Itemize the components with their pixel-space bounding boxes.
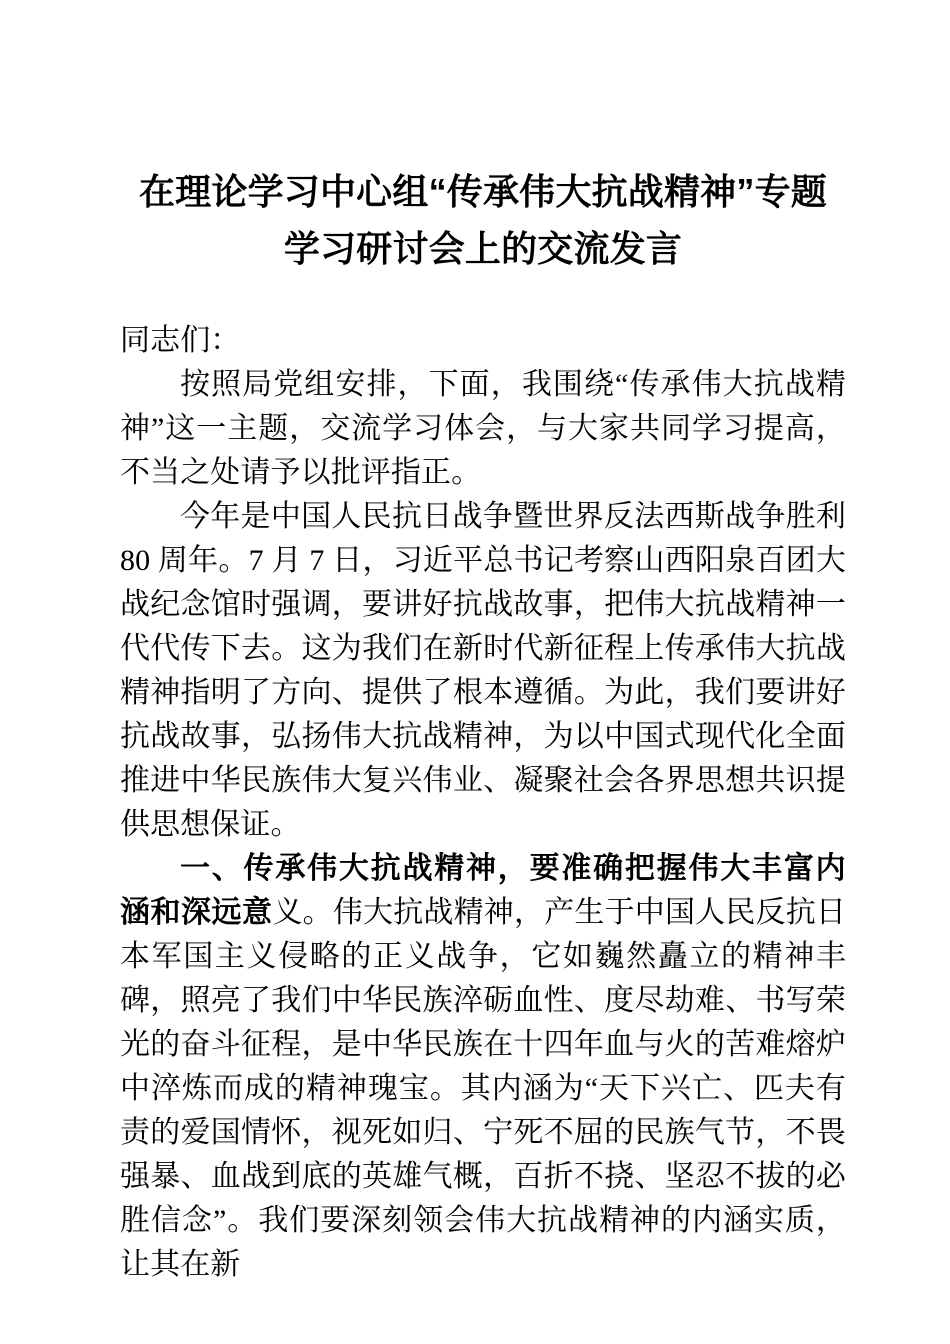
page-title	[120, 163, 846, 277]
section-one-paragraph	[120, 847, 846, 1287]
title-bottom-spacer	[120, 277, 846, 319]
salutation: 同志们：	[120, 324, 241, 357]
page-title-line-2: 学习研讨会上的交流发言	[283, 228, 683, 269]
paragraph-2: 今年是中国人民抗日战争暨世界反法西斯战争胜利 80 周年。7 月 7 日，习近平总书记考察山西阳泉百团大战纪念馆时强调，要讲好抗战故事，把伟大抗战精神一代代传下去。这为我们在新时代新征程上传承伟大抗战精神指明了方向、提供了根本遵循。为此，我们要讲好抗战故事，弘扬伟大抗战精神，为以中国式现代化全面推进中华民族伟大复兴伟业、凝聚社会各界思想共识提供思想保证。	[120, 500, 846, 841]
section-one-body: 义。伟大抗战精神，产生于中国人民反抗日本军国主义侵略的正义战争，它如巍然矗立的精神丰碑，照亮了我们中华民族淬砺血性、度尽劫难、书写荣光的奋斗征程，是中华民族在十四年血与火的苦难熔炉中淬炼而成的精神瑰宝。其内涵为“天下兴亡、匹夫有责的爱国情怀，视死如归、宁死不屈的民族气节，不畏强暴、血战到底的英雄气概，百折不挠、坚忍不拔的必胜信念”。我们要深刻领会伟大抗战精神的内涵实质，让其在新	[120, 896, 847, 1281]
document-body	[120, 0, 846, 1287]
section-one-heading: 一、传承伟大抗战精神，要准确把握伟大丰富内涵和深远意	[120, 852, 846, 929]
title-top-spacer	[120, 0, 846, 163]
page-title-line-1: 在理论学习中心组“传承伟大抗战精神”专题	[138, 171, 827, 212]
paragraph-1: 按照局党组安排，下面，我围绕“传承伟大抗战精神”这一主题，交流学习体会，与大家共同学习提高，不当之处请予以批评指正。	[120, 368, 846, 489]
